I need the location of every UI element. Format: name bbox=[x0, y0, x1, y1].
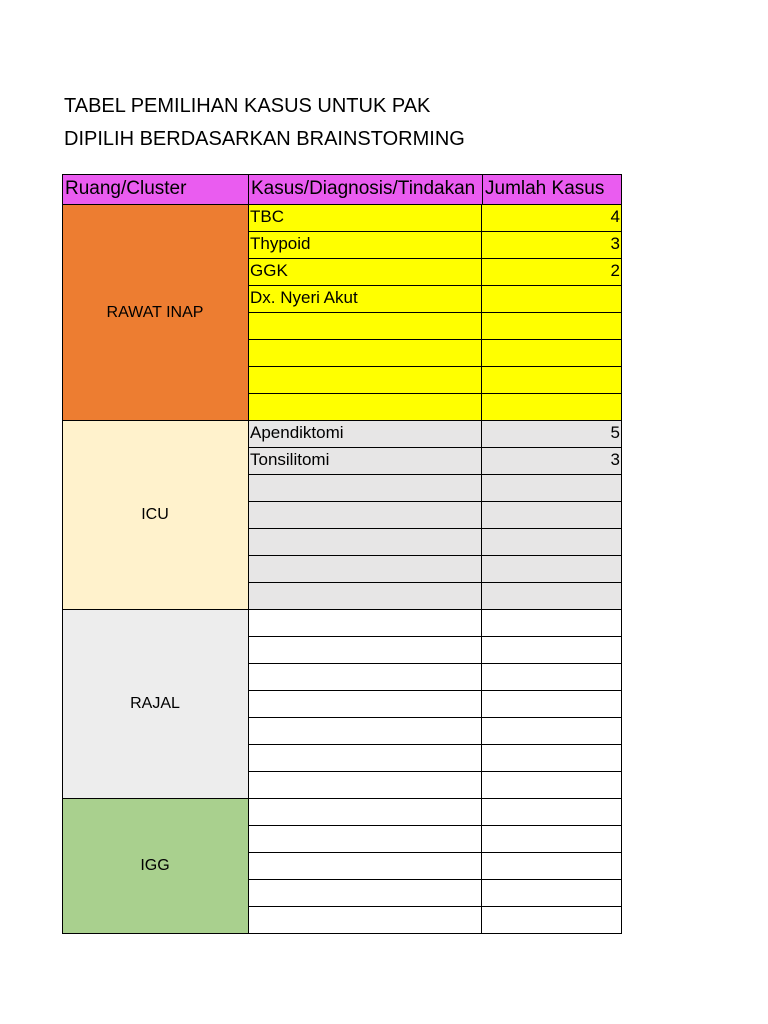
case-cell[interactable]: Thypoid bbox=[248, 232, 482, 258]
case-cell[interactable] bbox=[248, 529, 482, 555]
case-cell[interactable] bbox=[248, 556, 482, 582]
count-cell[interactable] bbox=[482, 772, 621, 798]
case-cell[interactable] bbox=[248, 691, 482, 717]
table-row bbox=[248, 772, 622, 799]
case-cell[interactable] bbox=[248, 394, 482, 420]
count-cell[interactable] bbox=[482, 664, 621, 690]
cluster-cell-igg[interactable]: IGG bbox=[62, 799, 248, 934]
table-row bbox=[248, 583, 622, 610]
table-left-border bbox=[62, 205, 63, 934]
table-row bbox=[248, 232, 622, 259]
case-cell[interactable] bbox=[248, 637, 482, 663]
header-kasus-diagnosis[interactable]: Kasus/Diagnosis/Tindakan bbox=[248, 174, 483, 205]
table-row bbox=[248, 421, 622, 448]
case-cell[interactable] bbox=[248, 313, 482, 339]
count-cell[interactable] bbox=[482, 907, 621, 933]
count-cell[interactable] bbox=[482, 826, 621, 852]
table-row bbox=[248, 853, 622, 880]
cluster-cell-rawat-inap[interactable]: RAWAT INAP bbox=[62, 205, 248, 421]
count-cell[interactable] bbox=[482, 745, 621, 771]
table-row bbox=[248, 610, 622, 637]
count-cell[interactable] bbox=[482, 394, 621, 420]
case-cell[interactable] bbox=[248, 583, 482, 609]
table-row bbox=[248, 448, 622, 475]
table-row bbox=[248, 745, 622, 772]
count-cell[interactable] bbox=[482, 502, 621, 528]
count-cell[interactable] bbox=[482, 286, 621, 312]
case-cell[interactable] bbox=[248, 502, 482, 528]
count-cell[interactable] bbox=[482, 853, 621, 879]
case-cell[interactable] bbox=[248, 853, 482, 879]
case-cell[interactable] bbox=[248, 772, 482, 798]
table-row bbox=[248, 529, 622, 556]
count-cell[interactable] bbox=[482, 799, 621, 825]
case-cell[interactable] bbox=[248, 826, 482, 852]
count-cell[interactable] bbox=[482, 583, 621, 609]
case-cell[interactable] bbox=[248, 475, 482, 501]
case-cell[interactable] bbox=[248, 340, 482, 366]
count-cell[interactable] bbox=[482, 340, 621, 366]
table-row bbox=[248, 205, 622, 232]
header-jumlah-kasus[interactable]: Jumlah Kasus bbox=[482, 174, 622, 205]
case-cell[interactable]: Apendiktomi bbox=[248, 421, 482, 447]
table-row bbox=[248, 340, 622, 367]
case-cell[interactable] bbox=[248, 907, 482, 933]
table-row bbox=[248, 907, 622, 934]
cluster-cell-icu[interactable]: ICU bbox=[62, 421, 248, 610]
count-cell[interactable] bbox=[482, 556, 621, 582]
case-cell[interactable]: Dx. Nyeri Akut bbox=[248, 286, 482, 312]
case-selection-table bbox=[62, 174, 622, 936]
count-cell[interactable] bbox=[482, 313, 621, 339]
table-row bbox=[248, 286, 622, 313]
count-cell[interactable] bbox=[482, 529, 621, 555]
table-row bbox=[248, 664, 622, 691]
count-cell[interactable] bbox=[482, 367, 621, 393]
count-cell[interactable]: 3 bbox=[610, 450, 620, 469]
count-cell[interactable] bbox=[482, 610, 621, 636]
table-row bbox=[248, 691, 622, 718]
count-cell[interactable] bbox=[482, 718, 621, 744]
table-row bbox=[248, 637, 622, 664]
table-row bbox=[248, 502, 622, 529]
column-divider bbox=[248, 205, 249, 934]
count-cell[interactable] bbox=[482, 475, 621, 501]
table-row bbox=[248, 718, 622, 745]
count-cell[interactable] bbox=[482, 880, 621, 906]
case-cell[interactable]: Tonsilitomi bbox=[248, 448, 482, 474]
table-row bbox=[248, 799, 622, 826]
table-row bbox=[248, 313, 622, 340]
table-row bbox=[248, 394, 622, 421]
table-row bbox=[248, 259, 622, 286]
table-row bbox=[248, 556, 622, 583]
table-row bbox=[248, 826, 622, 853]
count-cell[interactable]: 4 bbox=[610, 207, 620, 226]
case-cell[interactable]: TBC bbox=[248, 205, 482, 231]
case-cell[interactable] bbox=[248, 718, 482, 744]
table-row bbox=[248, 475, 622, 502]
table-row bbox=[248, 367, 622, 394]
count-cell[interactable]: 5 bbox=[610, 423, 620, 442]
cluster-cell-rajal[interactable]: RAJAL bbox=[62, 610, 248, 799]
case-cell[interactable] bbox=[248, 367, 482, 393]
case-cell[interactable]: GGK bbox=[248, 259, 482, 285]
case-cell[interactable] bbox=[248, 664, 482, 690]
count-cell[interactable] bbox=[482, 691, 621, 717]
case-cell[interactable] bbox=[248, 610, 482, 636]
header-ruang-cluster[interactable]: Ruang/Cluster bbox=[62, 174, 249, 205]
case-cell[interactable] bbox=[248, 880, 482, 906]
count-cell[interactable]: 3 bbox=[610, 234, 620, 253]
table-row bbox=[248, 880, 622, 907]
title-line-1: TABEL PEMILIHAN KASUS UNTUK PAK bbox=[64, 95, 431, 117]
count-cell[interactable] bbox=[482, 637, 621, 663]
case-cell[interactable] bbox=[248, 745, 482, 771]
count-cell[interactable]: 2 bbox=[610, 261, 620, 280]
case-cell[interactable] bbox=[248, 799, 482, 825]
title-line-2: DIPILIH BERDASARKAN BRAINSTORMING bbox=[64, 128, 465, 150]
